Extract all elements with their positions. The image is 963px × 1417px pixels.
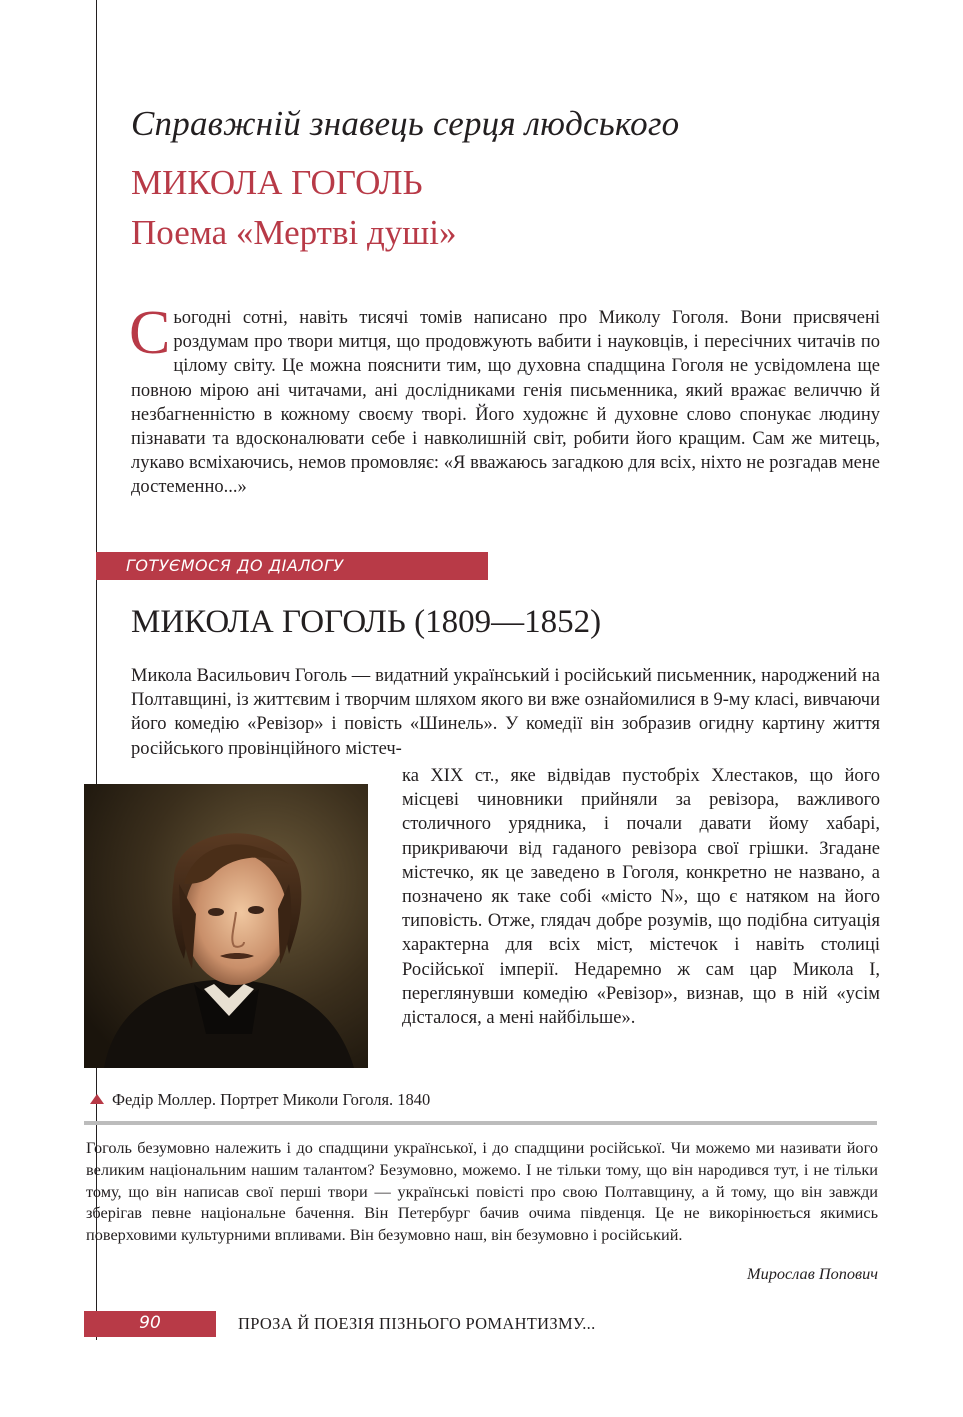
bio-paragraph-full: Микола Васильович Гоголь — видатний український і російський письменник, народжений на Полтавщині, із життєвим і творчим шляхом якого ви вже ознайомилися в 9-му класі, вивчаючи його комедію «Ревізор» і повість «Шинель». У комедії він зобразив огидну картину життя російського провінційного містеч- bbox=[131, 666, 881, 759]
work-heading: Поема «Мертві душі» bbox=[131, 213, 457, 252]
quote-author: Мирослав Попович bbox=[747, 1264, 878, 1283]
portrait-image bbox=[84, 784, 368, 1068]
bio-title: МИКОЛА ГОГОЛЬ (1809—1852) bbox=[131, 604, 602, 640]
bio-paragraph-side: ка XIX ст., яке відвідав пустобріх Хлестаков, що його місцеві чиновники прийняли за ревізора, важливого столичного урядника, і почали давати йому хабарі, прикриваючи від гаданого ревізора свої грішки. Згадане містечко, як це заведено в Гоголя, конкретно не названо, а позначено як таке собі «місто N», що є натяком на його типовість. Отже, глядач добре розумів, що подібна ситуація характерна для всіх міст, містечок і навіть столиці Російської імперії. Недаремно ж сам цар Микола І, переглянувши комедію «Ревізор», визнав, що в ній «усім дісталося, а мені найбільше». bbox=[402, 766, 880, 1029]
intro-block bbox=[129, 299, 880, 500]
quote-text: Гоголь безумовно належить і до спадщини української, і до спадщини російської. Чи можемо ми називати його великим національним нашим талантом? Безумовно, можемо. І не тільки тому, що він народився тут, і не тільки тому, що він написав свої перші твори — українські повісті про свою Полтавщину, а й тому, що він завжди зберігав певне національне бачення. Він Петербург бачив очима південця. Це не викорінюється якимись поверховими культурними впливами. Він безумовно наш, він безумовно і російський. bbox=[86, 1138, 878, 1245]
chapter-subtitle: Справжній знавець серця людського bbox=[131, 104, 680, 143]
portrait-caption bbox=[90, 1090, 430, 1110]
running-head: ПРОЗА Й ПОЕЗІЯ ПІЗНЬОГО РОМАНТИЗМУ... bbox=[238, 1314, 596, 1333]
intro-paragraph bbox=[129, 299, 880, 500]
section-banner-label: ГОТУЄМОСЯ ДО ДІАЛОГУ bbox=[126, 556, 344, 575]
intro-text: ьогодні сотні, навіть тисячі томів написано про Миколу Гоголя. Вони присвячені роздумам про твори митця, що продовжують вабити і науковців, і пересічних читачів по цілому світу. Це можна пояснити тим, що духовна спадщина Гоголя не усвідомлена ще повною мірою ані читачами, ані дослідниками генія письменника, який вражає величчю й незбагненністю в кожному своєму творі. Його художнє й духовне слово спонукає людину пізнавати та вдосконалювати себе і навколишній світ, робити його кращим. Сам же митець, лукаво всміхаючись, немов промовляє: «Я вважаюсь загадкою для всіх, ніхто не розгадав мене достеменно...» bbox=[131, 308, 880, 498]
drop-cap: С bbox=[129, 299, 171, 367]
quote-divider bbox=[84, 1121, 877, 1125]
page-number-tab bbox=[84, 1311, 216, 1337]
page-number: 90 bbox=[139, 1313, 161, 1333]
section-banner bbox=[96, 552, 488, 580]
caption-text: Федір Моллер. Портрет Миколи Гоголя. 1840 bbox=[112, 1090, 431, 1109]
triangle-up-icon bbox=[90, 1094, 104, 1104]
author-heading: МИКОЛА ГОГОЛЬ bbox=[131, 163, 423, 202]
margin-line-top bbox=[96, 0, 97, 795]
